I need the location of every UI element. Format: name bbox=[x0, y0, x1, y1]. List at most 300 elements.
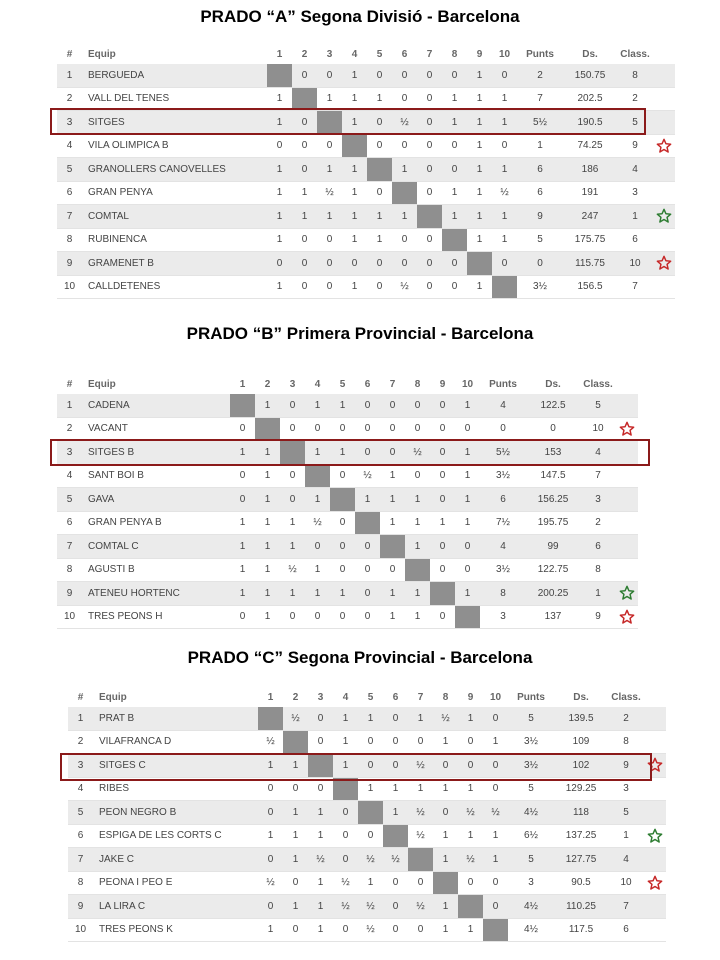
round-result: 1 bbox=[467, 228, 492, 252]
star-cell bbox=[644, 801, 666, 825]
round-result: 0 bbox=[355, 558, 380, 582]
star-cell bbox=[653, 111, 675, 135]
round-result: 0 bbox=[383, 871, 408, 895]
ds-value: 200.25 bbox=[526, 582, 580, 606]
star-cell bbox=[616, 511, 638, 535]
points: 6 bbox=[517, 181, 563, 205]
round-result: 0 bbox=[492, 252, 517, 276]
row-number: 9 bbox=[57, 252, 82, 276]
header-round: 5 bbox=[376, 48, 383, 60]
round-result: ½ bbox=[258, 730, 283, 754]
round-result: ½ bbox=[483, 801, 508, 825]
self-cell bbox=[258, 707, 283, 730]
round-result: 0 bbox=[455, 417, 480, 441]
classification: 9 bbox=[580, 605, 616, 629]
round-result: 0 bbox=[383, 754, 408, 778]
ds-value: 117.5 bbox=[554, 918, 608, 942]
header-round: 3 bbox=[326, 48, 333, 60]
header-number: # bbox=[77, 691, 84, 703]
round-result: 0 bbox=[367, 181, 392, 205]
header-round: 1 bbox=[276, 48, 283, 60]
round-result: 1 bbox=[308, 895, 333, 919]
row-number: 5 bbox=[68, 801, 93, 825]
round-result: 1 bbox=[467, 87, 492, 111]
round-result: 1 bbox=[230, 511, 255, 535]
round-result: 1 bbox=[342, 64, 367, 87]
round-result: 0 bbox=[333, 848, 358, 872]
header-round: 5 bbox=[339, 378, 346, 390]
table-row bbox=[68, 895, 666, 919]
round-result: 0 bbox=[330, 605, 355, 629]
round-result: 0 bbox=[392, 87, 417, 111]
classification: 9 bbox=[608, 754, 644, 778]
round-result: 0 bbox=[380, 558, 405, 582]
round-result: 1 bbox=[230, 582, 255, 606]
star-cell bbox=[616, 394, 638, 417]
header-round: 7 bbox=[417, 691, 424, 703]
round-result: 1 bbox=[408, 707, 433, 730]
classification: 10 bbox=[608, 871, 644, 895]
round-result: 1 bbox=[405, 605, 430, 629]
self-cell bbox=[492, 275, 517, 299]
team-name: CALLDETENES bbox=[82, 275, 267, 299]
round-result: 1 bbox=[267, 205, 292, 229]
table-row bbox=[57, 605, 638, 629]
header-ds: Ds. bbox=[582, 48, 598, 60]
classification: 7 bbox=[617, 275, 653, 299]
header-team: Equip bbox=[88, 48, 116, 60]
round-result: 1 bbox=[258, 824, 283, 848]
round-result: 0 bbox=[317, 252, 342, 276]
classification: 4 bbox=[580, 441, 616, 465]
star-cell bbox=[644, 895, 666, 919]
round-result: 0 bbox=[430, 464, 455, 488]
round-result: ½ bbox=[358, 895, 383, 919]
row-number: 3 bbox=[57, 441, 82, 465]
round-result: 1 bbox=[255, 488, 280, 512]
round-result: ½ bbox=[492, 181, 517, 205]
self-cell bbox=[433, 871, 458, 895]
round-result: 1 bbox=[467, 158, 492, 182]
round-result: 1 bbox=[467, 205, 492, 229]
header-class: Class. bbox=[611, 691, 641, 703]
classification: 6 bbox=[617, 228, 653, 252]
row-number: 10 bbox=[57, 275, 82, 299]
team-name: RIBES bbox=[93, 777, 258, 801]
round-result: 0 bbox=[292, 134, 317, 158]
round-result: ½ bbox=[308, 848, 333, 872]
round-result: 1 bbox=[258, 754, 283, 778]
self-cell bbox=[405, 558, 430, 582]
star-icon bbox=[644, 824, 666, 848]
round-result: 0 bbox=[330, 464, 355, 488]
star-icon bbox=[653, 205, 675, 229]
points: 5 bbox=[517, 228, 563, 252]
round-result: 0 bbox=[230, 464, 255, 488]
round-result: 1 bbox=[333, 730, 358, 754]
round-result: 0 bbox=[283, 918, 308, 942]
round-result: ½ bbox=[305, 511, 330, 535]
points: 0 bbox=[517, 252, 563, 276]
header-ds: Ds. bbox=[545, 378, 561, 390]
round-result: 1 bbox=[380, 488, 405, 512]
round-result: 0 bbox=[455, 535, 480, 559]
self-cell bbox=[342, 134, 367, 158]
round-result: 0 bbox=[292, 158, 317, 182]
row-number: 4 bbox=[68, 777, 93, 801]
round-result: 1 bbox=[342, 228, 367, 252]
classification: 2 bbox=[617, 87, 653, 111]
table-row bbox=[57, 511, 638, 535]
table-row bbox=[68, 801, 666, 825]
ds-value: 118 bbox=[554, 801, 608, 825]
ds-value: 137.25 bbox=[554, 824, 608, 848]
round-result: 1 bbox=[305, 558, 330, 582]
header-team: Equip bbox=[88, 378, 116, 390]
header-ds: Ds. bbox=[573, 691, 589, 703]
header-round: 6 bbox=[364, 378, 371, 390]
round-result: 0 bbox=[492, 134, 517, 158]
round-result: 1 bbox=[255, 464, 280, 488]
self-cell bbox=[267, 64, 292, 87]
header-round: 3 bbox=[289, 378, 296, 390]
round-result: 1 bbox=[292, 181, 317, 205]
section-title: PRADO “B” Primera Provincial - Barcelona bbox=[186, 324, 534, 343]
round-result: 0 bbox=[483, 871, 508, 895]
round-result: 1 bbox=[433, 895, 458, 919]
round-result: 1 bbox=[333, 707, 358, 730]
ds-value: 190.5 bbox=[563, 111, 617, 135]
round-result: ½ bbox=[408, 754, 433, 778]
row-number: 6 bbox=[57, 511, 82, 535]
round-result: 0 bbox=[383, 918, 408, 942]
classification: 6 bbox=[580, 535, 616, 559]
round-result: 0 bbox=[292, 228, 317, 252]
round-result: 1 bbox=[467, 275, 492, 299]
round-result: 1 bbox=[442, 111, 467, 135]
table-row bbox=[57, 181, 675, 205]
round-result: 0 bbox=[442, 134, 467, 158]
section-title: PRADO “C” Segona Provincial - Barcelona bbox=[187, 648, 533, 667]
classification: 1 bbox=[608, 824, 644, 848]
header-round: 8 bbox=[442, 691, 449, 703]
round-result: 0 bbox=[292, 252, 317, 276]
round-result: 1 bbox=[458, 918, 483, 942]
row-number: 10 bbox=[57, 605, 82, 629]
round-result: 0 bbox=[430, 441, 455, 465]
points: 3½ bbox=[508, 754, 554, 778]
round-result: 1 bbox=[358, 777, 383, 801]
round-result: 0 bbox=[355, 441, 380, 465]
round-result: 0 bbox=[458, 754, 483, 778]
row-number: 3 bbox=[68, 754, 93, 778]
row-number: 7 bbox=[57, 535, 82, 559]
row-number: 8 bbox=[68, 871, 93, 895]
round-result: 0 bbox=[492, 64, 517, 87]
round-result: 1 bbox=[455, 488, 480, 512]
header-team: Equip bbox=[99, 691, 127, 703]
ds-value: 122.75 bbox=[526, 558, 580, 582]
team-name: GAVA bbox=[82, 488, 230, 512]
classification: 10 bbox=[580, 417, 616, 441]
round-result: 0 bbox=[442, 158, 467, 182]
round-result: 0 bbox=[417, 275, 442, 299]
round-result: ½ bbox=[280, 558, 305, 582]
round-result: ½ bbox=[283, 707, 308, 730]
team-name: CADENA bbox=[82, 394, 230, 417]
self-cell bbox=[283, 730, 308, 754]
round-result: ½ bbox=[408, 895, 433, 919]
table-row bbox=[68, 777, 666, 801]
team-name: AGUSTI B bbox=[82, 558, 230, 582]
header-points: Punts bbox=[526, 48, 554, 60]
round-result: 1 bbox=[255, 558, 280, 582]
classification: 5 bbox=[617, 111, 653, 135]
self-cell bbox=[358, 801, 383, 825]
round-result: 1 bbox=[442, 181, 467, 205]
round-result: ½ bbox=[408, 801, 433, 825]
round-result: 1 bbox=[230, 558, 255, 582]
round-result: 1 bbox=[255, 605, 280, 629]
round-result: 0 bbox=[405, 417, 430, 441]
self-cell bbox=[255, 417, 280, 441]
round-result: 1 bbox=[342, 181, 367, 205]
table-row bbox=[57, 417, 638, 441]
round-result: 1 bbox=[317, 205, 342, 229]
round-result: 0 bbox=[258, 848, 283, 872]
table-row bbox=[57, 464, 638, 488]
round-result: 1 bbox=[255, 535, 280, 559]
header-number: # bbox=[66, 48, 73, 60]
round-result: 0 bbox=[408, 730, 433, 754]
round-result: 1 bbox=[392, 205, 417, 229]
round-result: ½ bbox=[458, 801, 483, 825]
points: 5 bbox=[508, 848, 554, 872]
classification: 8 bbox=[608, 730, 644, 754]
round-result: 1 bbox=[492, 228, 517, 252]
header-class: Class. bbox=[583, 378, 613, 390]
round-result: 1 bbox=[283, 895, 308, 919]
ds-value: 90.5 bbox=[554, 871, 608, 895]
table-row bbox=[57, 394, 638, 417]
round-result: 1 bbox=[430, 511, 455, 535]
classification: 8 bbox=[617, 64, 653, 87]
points: 3 bbox=[480, 605, 526, 629]
header-round: 1 bbox=[239, 378, 246, 390]
header-round: 2 bbox=[301, 48, 308, 60]
round-result: 1 bbox=[467, 64, 492, 87]
points: 4 bbox=[480, 535, 526, 559]
header-round: 7 bbox=[426, 48, 433, 60]
header-round: 3 bbox=[317, 691, 324, 703]
round-result: 0 bbox=[258, 801, 283, 825]
round-result: 0 bbox=[408, 871, 433, 895]
round-result: 1 bbox=[342, 205, 367, 229]
round-result: 1 bbox=[267, 228, 292, 252]
team-name: SITGES B bbox=[82, 441, 230, 465]
row-number: 9 bbox=[68, 895, 93, 919]
round-result: 1 bbox=[383, 801, 408, 825]
round-result: 0 bbox=[280, 394, 305, 417]
classification: 2 bbox=[608, 707, 644, 730]
self-cell bbox=[330, 488, 355, 512]
round-result: 0 bbox=[330, 511, 355, 535]
team-name: VALL DEL TENES bbox=[82, 87, 267, 111]
section-title: PRADO “A” Segona Divisió - Barcelona bbox=[200, 7, 520, 26]
round-result: 1 bbox=[358, 871, 383, 895]
round-result: 0 bbox=[355, 394, 380, 417]
round-result: 0 bbox=[405, 464, 430, 488]
round-result: 0 bbox=[383, 707, 408, 730]
star-cell bbox=[644, 848, 666, 872]
table-row bbox=[57, 488, 638, 512]
round-result: 0 bbox=[330, 417, 355, 441]
star-cell bbox=[653, 87, 675, 111]
round-result: 1 bbox=[455, 582, 480, 606]
round-result: 0 bbox=[433, 754, 458, 778]
row-number: 1 bbox=[68, 707, 93, 730]
round-result: 0 bbox=[442, 252, 467, 276]
round-result: 0 bbox=[305, 605, 330, 629]
round-result: 0 bbox=[280, 488, 305, 512]
star-icon bbox=[616, 605, 638, 629]
self-cell bbox=[417, 205, 442, 229]
round-result: 0 bbox=[380, 441, 405, 465]
round-result: 0 bbox=[392, 252, 417, 276]
star-cell bbox=[644, 707, 666, 730]
round-result: 0 bbox=[333, 824, 358, 848]
round-result: 0 bbox=[308, 707, 333, 730]
ds-value: 129.25 bbox=[554, 777, 608, 801]
round-result: 1 bbox=[458, 707, 483, 730]
team-name: JAKE C bbox=[93, 848, 258, 872]
round-result: 0 bbox=[292, 275, 317, 299]
round-result: ½ bbox=[333, 895, 358, 919]
round-result: 1 bbox=[380, 511, 405, 535]
round-result: 1 bbox=[383, 777, 408, 801]
star-cell bbox=[616, 535, 638, 559]
points: 6 bbox=[517, 158, 563, 182]
round-result: 0 bbox=[355, 605, 380, 629]
self-cell bbox=[383, 824, 408, 848]
header-class: Class. bbox=[620, 48, 650, 60]
header-round: 10 bbox=[498, 48, 511, 60]
header-round: 5 bbox=[367, 691, 374, 703]
round-result: ½ bbox=[408, 824, 433, 848]
round-result: 0 bbox=[458, 730, 483, 754]
round-result: 0 bbox=[230, 488, 255, 512]
standings-table bbox=[57, 374, 638, 629]
round-result: 1 bbox=[405, 488, 430, 512]
table-row bbox=[57, 87, 675, 111]
self-cell bbox=[292, 87, 317, 111]
round-result: 1 bbox=[458, 824, 483, 848]
header-round: 9 bbox=[467, 691, 474, 703]
round-result: 0 bbox=[367, 111, 392, 135]
round-result: 1 bbox=[367, 87, 392, 111]
round-result: 1 bbox=[330, 441, 355, 465]
round-result: 0 bbox=[430, 535, 455, 559]
ds-value: 191 bbox=[563, 181, 617, 205]
round-result: 0 bbox=[483, 754, 508, 778]
self-cell bbox=[408, 848, 433, 872]
header-round: 9 bbox=[439, 378, 446, 390]
ds-value: 150.75 bbox=[563, 64, 617, 87]
round-result: 1 bbox=[305, 582, 330, 606]
ds-value: 0 bbox=[526, 417, 580, 441]
round-result: 0 bbox=[417, 228, 442, 252]
classification: 7 bbox=[580, 464, 616, 488]
self-cell bbox=[280, 441, 305, 465]
team-name: GRAMENET B bbox=[82, 252, 267, 276]
round-result: 1 bbox=[267, 111, 292, 135]
classification: 1 bbox=[617, 205, 653, 229]
round-result: 0 bbox=[455, 558, 480, 582]
points: 3½ bbox=[517, 275, 563, 299]
round-result: 1 bbox=[280, 582, 305, 606]
round-result: 0 bbox=[433, 801, 458, 825]
classification: 10 bbox=[617, 252, 653, 276]
header-round: 8 bbox=[451, 48, 458, 60]
round-result: 1 bbox=[280, 535, 305, 559]
header-number: # bbox=[66, 378, 73, 390]
points: 7½ bbox=[480, 511, 526, 535]
self-cell bbox=[308, 754, 333, 778]
round-result: 0 bbox=[317, 228, 342, 252]
star-cell bbox=[616, 441, 638, 465]
self-cell bbox=[333, 777, 358, 801]
self-cell bbox=[355, 511, 380, 535]
round-result: 0 bbox=[367, 275, 392, 299]
round-result: 1 bbox=[305, 488, 330, 512]
points: 5 bbox=[508, 777, 554, 801]
classification: 7 bbox=[608, 895, 644, 919]
round-result: ½ bbox=[392, 275, 417, 299]
table-header-row bbox=[68, 687, 666, 707]
classification: 5 bbox=[608, 801, 644, 825]
ds-value: 156.25 bbox=[526, 488, 580, 512]
table-row bbox=[57, 535, 638, 559]
round-result: 1 bbox=[458, 777, 483, 801]
round-result: 0 bbox=[383, 895, 408, 919]
points: 4½ bbox=[508, 801, 554, 825]
table-header-row bbox=[57, 44, 675, 64]
points: 3½ bbox=[508, 730, 554, 754]
ds-value: 99 bbox=[526, 535, 580, 559]
round-result: 0 bbox=[358, 824, 383, 848]
round-result: 0 bbox=[333, 801, 358, 825]
classification: 4 bbox=[608, 848, 644, 872]
round-result: 0 bbox=[342, 252, 367, 276]
round-result: 0 bbox=[483, 895, 508, 919]
round-result: ½ bbox=[433, 707, 458, 730]
round-result: 0 bbox=[280, 417, 305, 441]
star-cell bbox=[616, 464, 638, 488]
round-result: 1 bbox=[230, 441, 255, 465]
points: 4 bbox=[480, 394, 526, 417]
round-result: ½ bbox=[355, 464, 380, 488]
ds-value: 202.5 bbox=[563, 87, 617, 111]
round-result: ½ bbox=[458, 848, 483, 872]
table-row bbox=[57, 158, 675, 182]
team-name: RUBINENCA bbox=[82, 228, 267, 252]
table-row bbox=[57, 275, 675, 299]
round-result: 1 bbox=[467, 111, 492, 135]
ds-value: 109 bbox=[554, 730, 608, 754]
table-header-row bbox=[57, 374, 638, 394]
points: 2 bbox=[517, 64, 563, 87]
round-result: 0 bbox=[330, 535, 355, 559]
